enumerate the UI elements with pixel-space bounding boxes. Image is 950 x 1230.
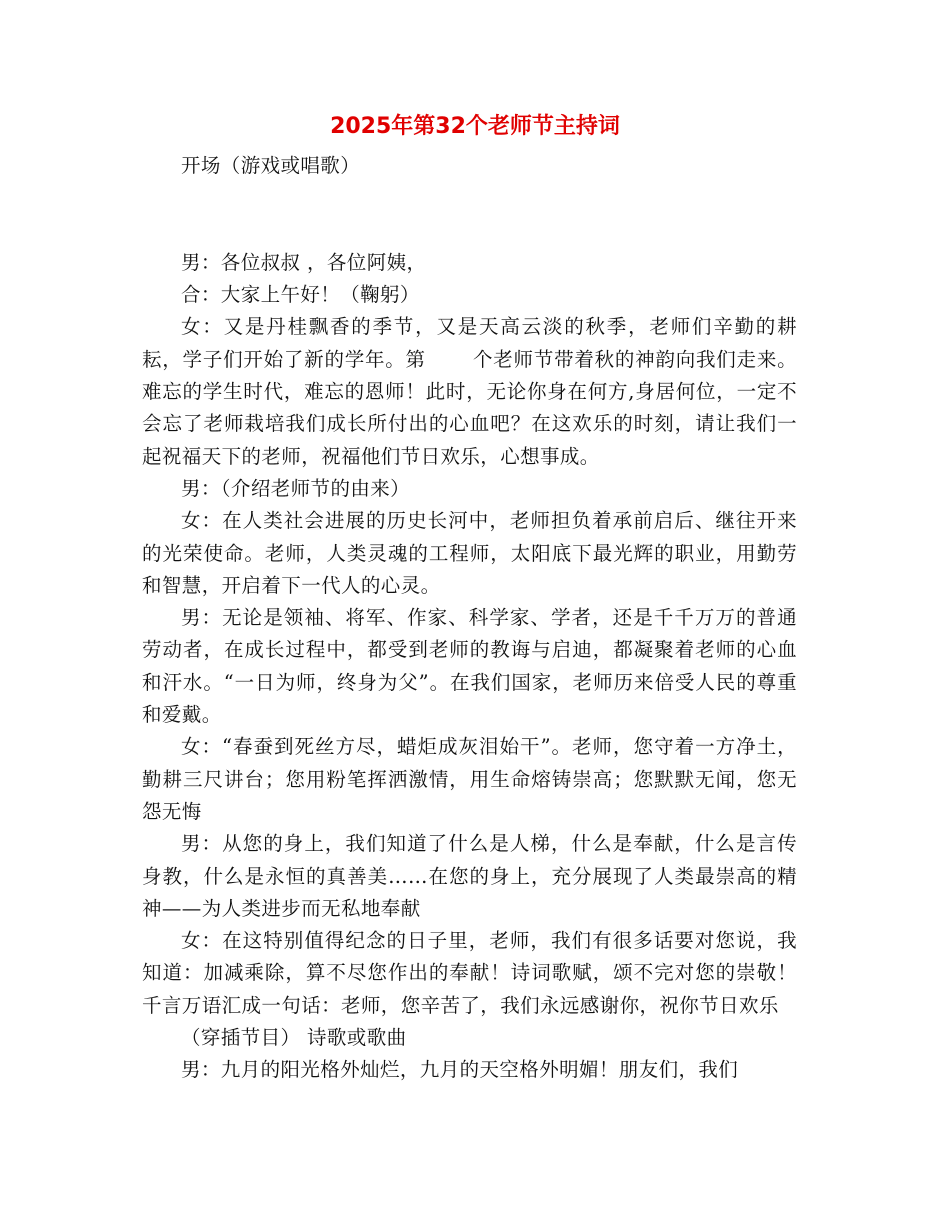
blank-line [142, 182, 797, 214]
paragraph-male-devotion: 男：从您的身上，我们知道了什么是人梯，什么是奉献，什么是言传身教，什么是永恒的真善美……在您的身上，充分展现了人类最崇高的精神——为人类进步而无私地奉献 [142, 832, 797, 920]
paragraph-female-intro-part-1: 女：又是丹桂飘香的季节，又是天高云淡的秋季，老师们辛勤的耕耘，学子们开始了新的学年。第 [142, 315, 797, 371]
paragraph-female-intro-part-2: 个老师节带着秋的神韵向我们走来。难忘的学生时代，难忘的恩师！此时，无论你身在何方,身居何位，一定不会忘了老师栽培我们成长所付出的心血吧？在这欢乐的时刻，请让我们一起祝福天下的老师，祝福他们节日欢乐，心想事成。 [142, 347, 797, 468]
paragraph-female-intro [142, 311, 797, 472]
paragraph-interlude: （穿插节目） 诗歌或歌曲 [181, 1026, 407, 1050]
document-title: 2025年第32个老师节主持词 [330, 114, 620, 139]
paragraph-male-influence: 男：无论是领袖、将军、作家、科学家、学者，还是千千万万的普通劳动者，在成长过程中，都受到老师的教诲与启迪，都凝聚着老师的心血和汗水。“一日为师，终身为父”。在我们国家，老师历来倍受人民的尊重和爱戴。 [142, 606, 797, 727]
paragraph-greeting-male: 男：各位叔叔 ，各位阿姨， [181, 250, 427, 274]
paragraph-greeting-together: 合：大家上午好！（鞠躬） [181, 283, 420, 307]
paragraph-female-thanks: 女：在这特别值得纪念的日子里，老师，我们有很多话要对您说，我知道：加减乘除，算不尽您作出的奉献！诗词歌赋，颂不完对您的崇敬！千言万语汇成一句话：老师，您辛苦了，我们永远感谢你，祝你节日欢乐 [142, 929, 797, 1017]
paragraph-male-september: 男：九月的阳光格外灿烂，九月的天空格外明媚！朋友们，我们 [181, 1058, 739, 1082]
paragraph-female-mission: 女：在人类社会进展的历史长河中，老师担负着承前启后、继往开来的光荣使命。老师，人类灵魂的工程师，太阳底下最光辉的职业，用勤劳和智慧，开启着下一代人的心灵。 [142, 509, 797, 597]
paragraph-male-origin: 男：（介绍老师节的由来） [181, 476, 411, 500]
paragraph-opening: 开场（游戏或唱歌） [181, 154, 361, 177]
paragraph-female-poem: 女：“春蚕到死丝方尽，蜡炬成灰泪始干”。老师，您守着一方净土，勤耕三尺讲台；您用粉笔挥洒激情，用生命熔铸崇高；您默默无闻，您无怨无悔 [142, 735, 797, 823]
document-body [142, 150, 797, 1087]
blank-line [142, 215, 797, 247]
